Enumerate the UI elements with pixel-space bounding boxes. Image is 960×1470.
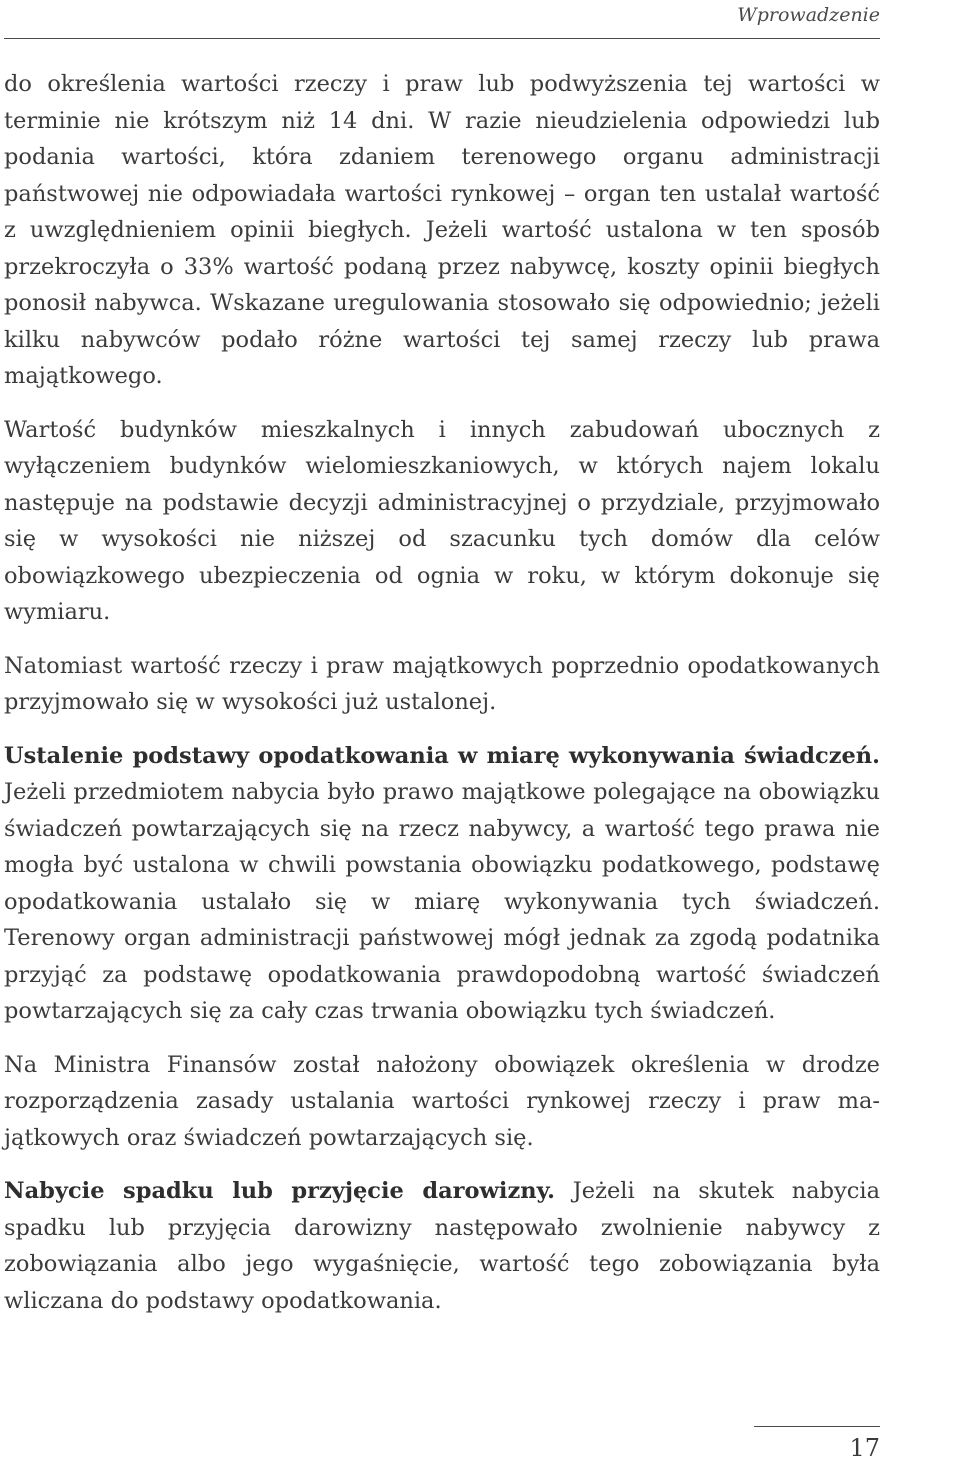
footer-rule <box>754 1426 880 1427</box>
paragraph <box>4 412 880 631</box>
paragraph <box>4 66 880 395</box>
paragraph-text: do określenia wartości rzeczy i praw lub podwyższenia tej wartości w terminie nie krótszym niż 14 dni. W razie nieudzielenia odpowiedzi lub podania wartości, która zdaniem terenowego organu administracji państwowej nie odpowiadała wartości rynkowej – organ ten ustalał wartość z uwzględnieniem opinii biegłych. Jeżeli wartość ustalona w ten sposób przekroczyła o 33% wartość podaną przez nabywcę, koszty opinii biegłych ponosił nabywca. Wskazane uregulowania stosowało się odpowiednio; jeżeli kilku nabywców podało różne wartości tej samej rzeczy lub prawa majątkowego. <box>4 71 880 389</box>
paragraph-text: Jeżeli na skutek nabycia spadku lub przyjęcia darowizny następowało zwolnienie nabywcy z zobowiązania albo jego wygaśnięcie, wartość tego zobowiązania była wliczana do podstawy opodatkowania. <box>4 1178 880 1314</box>
paragraph <box>4 1173 880 1319</box>
paragraph-text: Wartość budynków mieszkalnych i innych zabudowań ubocznych z wyłączeniem budynków wielomieszkaniowych, w których najem lokalu następuje na podstawie decyzji administracyjnej o przydziale, przyjmowało się w wysokości nie niższej od szacunku tych domów dla celów obowiązkowego ubezpieczenia od ognia w roku, w którym dokonuje się wymiaru. <box>4 416 880 625</box>
paragraph-heading: Nabycie spadku lub przyjęcie darowizny. <box>4 1178 555 1204</box>
paragraph-heading: Ustalenie podstawy opodatkowania w miarę wykonywania świadczeń. <box>4 742 880 769</box>
paragraph <box>4 648 880 721</box>
running-header <box>4 0 880 39</box>
page-number: 17 <box>849 1434 880 1462</box>
running-header-title: Wprowadzenie <box>737 4 880 26</box>
paragraph <box>4 1047 880 1157</box>
body-text <box>4 66 880 1336</box>
paragraph-text: Jeżeli przedmiotem nabycia było prawo majątkowe polegające na obowiązku świadczeń powtarzających się na rzecz nabywcy, a wartość tego prawa nie mogła być ustalona w chwili powstania obowiązku podatkowego, podstawę opodatkowania ustalało się w miarę wykonywania tych świadczeń. Terenowy organ administracji państwowej mógł jednak za zgodą podatnika przyjąć za podstawę opodatkowania prawdopodobną wartość świadczeń powtarzających się za cały czas trwania obowiązku tych świadczeń. <box>4 779 880 1024</box>
paragraph-text: Natomiast wartość rzeczy i praw majątkowych poprzednio opodatkowanych przyjmowało się w wysokości już ustalonej. <box>4 652 880 715</box>
paragraph <box>4 738 880 1030</box>
paragraph-text: Na Ministra Finansów został nałożony obowiązek określenia w drodze rozporządzenia zasady ustalania wartości rynkowej rzeczy i praw majątkowych oraz świadczeń powtarzających się. <box>4 1051 880 1151</box>
